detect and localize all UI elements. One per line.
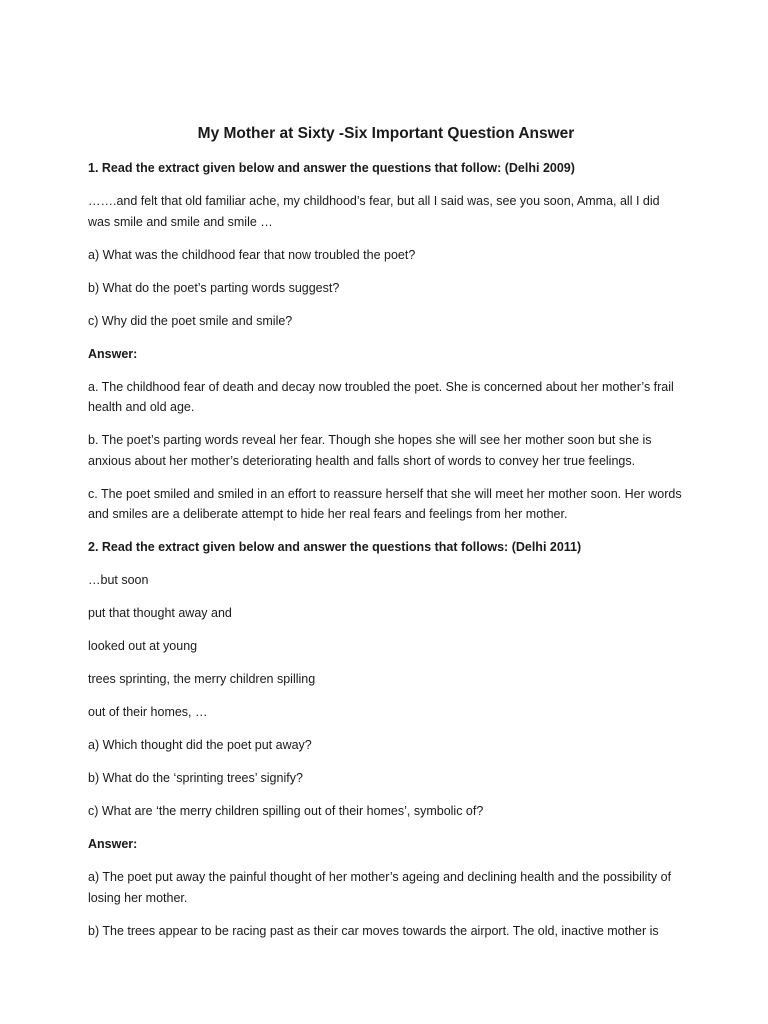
answer-2-label: Answer: bbox=[88, 837, 138, 851]
answer-1b: b. The poet’s parting words reveal her fear. Though she hopes she will see her mother soon but she is anxious about her mother’s deteriorating health and falls short of words to convey her true feelings. bbox=[88, 433, 652, 468]
answer-1-label: Answer: bbox=[88, 346, 138, 361]
question-1c: c) Why did the poet smile and smile? bbox=[88, 313, 293, 328]
question-2-extract-line: out of their homes, … bbox=[88, 705, 208, 719]
answer-2a: a) The poet put away the painful thought of her mother’s ageing and declining health and the possibility of losing her mother. bbox=[88, 870, 672, 905]
document-page bbox=[88, 124, 684, 954]
page-title: My Mother at Sixty -Six Important Question Answer bbox=[197, 125, 575, 142]
answer-1a: a. The childhood fear of death and decay now troubled the poet. She is concerned about her mother’s frail health and old age. bbox=[88, 379, 674, 414]
question-1a: a) What was the childhood fear that now troubled the poet? bbox=[88, 247, 416, 262]
question-2b: b) What do the ‘sprinting trees’ signify? bbox=[88, 771, 303, 785]
question-2-extract-line: trees sprinting, the merry children spilling bbox=[88, 672, 316, 686]
question-1b: b) What do the poet’s parting words suggest? bbox=[88, 280, 340, 295]
question-2-extract-line: put that thought away and bbox=[88, 606, 232, 620]
question-1-extract: …….and felt that old familiar ache, my childhood’s fear, but all I said was, see you soon, Amma, all I did was smile and smile and smile … bbox=[88, 194, 660, 229]
question-2a: a) Which thought did the poet put away? bbox=[88, 738, 312, 752]
answer-1c: c. The poet smiled and smiled in an effort to reassure herself that she will meet her mother soon. Her words and smiles are a deliberate attempt to hide her real fears and feelings from her mother. bbox=[88, 486, 682, 521]
question-1-heading: 1. Read the extract given below and answer the questions that follow: (Delhi 2009) bbox=[88, 161, 575, 175]
question-2-extract-line: …but soon bbox=[88, 573, 149, 587]
question-2-extract-line: looked out at young bbox=[88, 639, 198, 653]
answer-2b: b) The trees appear to be racing past as their car moves towards the airport. The old, inactive mother is bbox=[88, 923, 659, 938]
question-2-heading: 2. Read the extract given below and answer the questions that follows: (Delhi 2011) bbox=[88, 540, 582, 554]
question-2c: c) What are ‘the merry children spilling out of their homes’, symbolic of? bbox=[88, 804, 484, 818]
